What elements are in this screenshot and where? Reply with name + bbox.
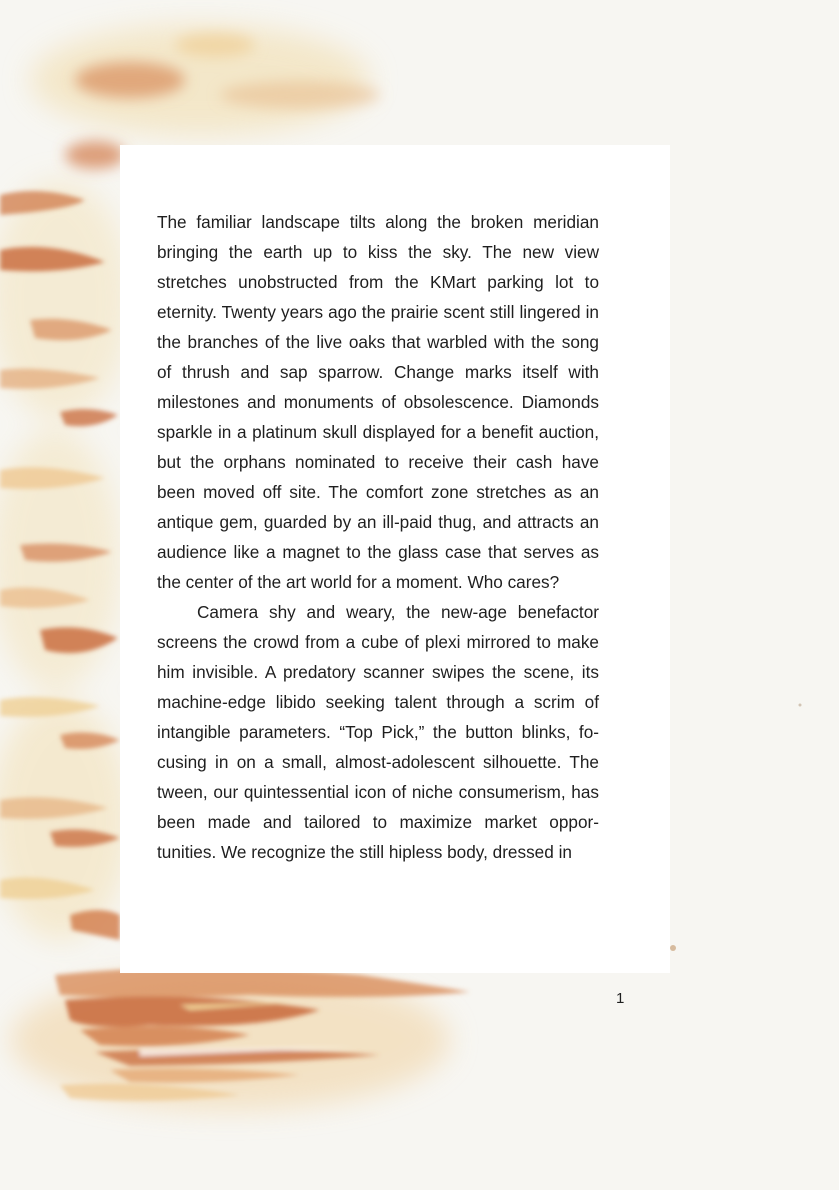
paragraph-1: The familiar landscape tilts along the broken meridian bringing the earth up to kiss the sky. The new view stretches unobstructed from the KMart parking lot to eternity. Twenty years ago the prairie scent still lingered in the branches of the live oaks that warbled with the song of thrush and sap sparrow. Change marks itself with milestones and monuments of obsolescence. Diamonds sparkle in a platinum skull displayed for a benefit auction, but the orphans nominated to receive their cash have been moved off site. The comfort zone stretches as an antique gem, guarded by an ill-paid thug, and attracts an audience like a magnet to the glass case that serves as the center of the art world for a moment. Who cares? <box>157 212 599 592</box>
paragraph-2: Camera shy and weary, the new-age benefactor screens the crowd from a cube of plexi mirrored to make him invisible. A predatory scanner swipes the scene, its machine-edge libido seeking talent through a scrim of intangible parameters. “Top Pick,” the button blinks, focusing in on a small, almost-adolescent silhouette. The tween, our quintessential icon of niche consumerism, has been made and tailored to maximize market opportunities. We recognize the still hipless body, dressed in <box>157 602 599 862</box>
body-text <box>157 207 599 867</box>
page-number: 1 <box>616 990 625 1007</box>
